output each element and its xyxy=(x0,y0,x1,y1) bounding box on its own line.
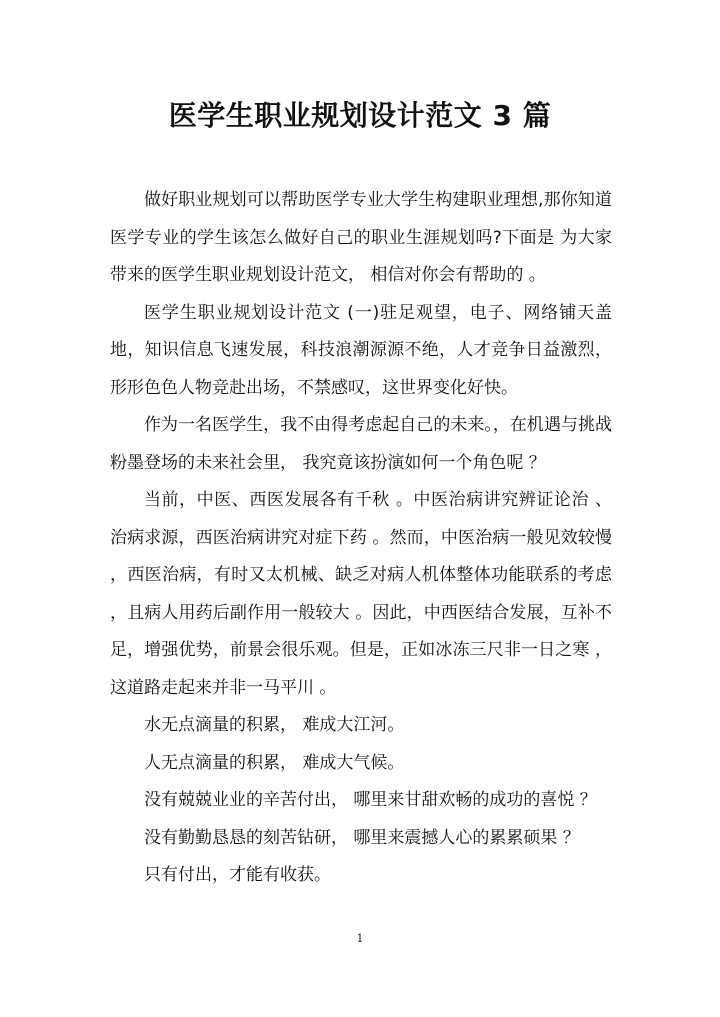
document-body xyxy=(110,182,612,895)
line-river: 水无点滴量的积累， 难成大江河。 xyxy=(144,715,405,735)
line-effort: 没有兢兢业业的辛苦付出， 哪里来甘甜欢畅的成功的喜悦 ？ xyxy=(144,790,597,810)
line-reward: 只有付出，才能有收获。 xyxy=(144,865,331,885)
document-title: 医学生职业规划设计范文 3 篇 xyxy=(168,99,552,132)
paragraph-intro: 做好职业规划可以帮助医学专业大学生构建职业理想,那你知道医学专业的学生该怎么做好自己的职业生涯规划吗?下面是 为大家带来的医学生职业规划设计范文， 相信对你会有帮助的 。 xyxy=(110,190,612,285)
page-number: 1 xyxy=(356,932,364,945)
line-study: 没有勤勤恳恳的刻苦钻研， 哪里来震撼人心的累累硕果 ？ xyxy=(144,827,580,848)
paragraph-future: 作为一名医学生，我不由得考虑起自己的未来。，在机遇与挑战粉墨登场的未来社会里， 我究竟该扮演如何一个角色呢 ？ xyxy=(110,415,612,473)
line-climate: 人无点滴量的积累， 难成大气候。 xyxy=(144,752,405,773)
paragraph-medicine: 当前，中医、西医发展各有千秋 。中医治病讲究辨证论治 、治病求源，西医治病讲究对症下药 。然而，中医治病一般见效较慢 ，西医治病，有时又太机械、缺乏对病人机体整体功能联系的考虑 ，且病人用药后副作用一般较大 。因此，中西医结合发展，互补不足，增强优势，前景会很乐观。但是，正如冰冻三尺非一日之寒 ，这道路走起来并非一马平川 。 xyxy=(110,490,612,698)
paragraph-sample-one: 医学生职业规划设计范文 (一)驻足观望，电子、网络铺天盖地，知识信息飞速发展，科技浪潮源源不绝，人才竞争日益激烈，形形色色人物竞赴出场，不禁感叹，这世界变化好快。 xyxy=(110,302,612,398)
